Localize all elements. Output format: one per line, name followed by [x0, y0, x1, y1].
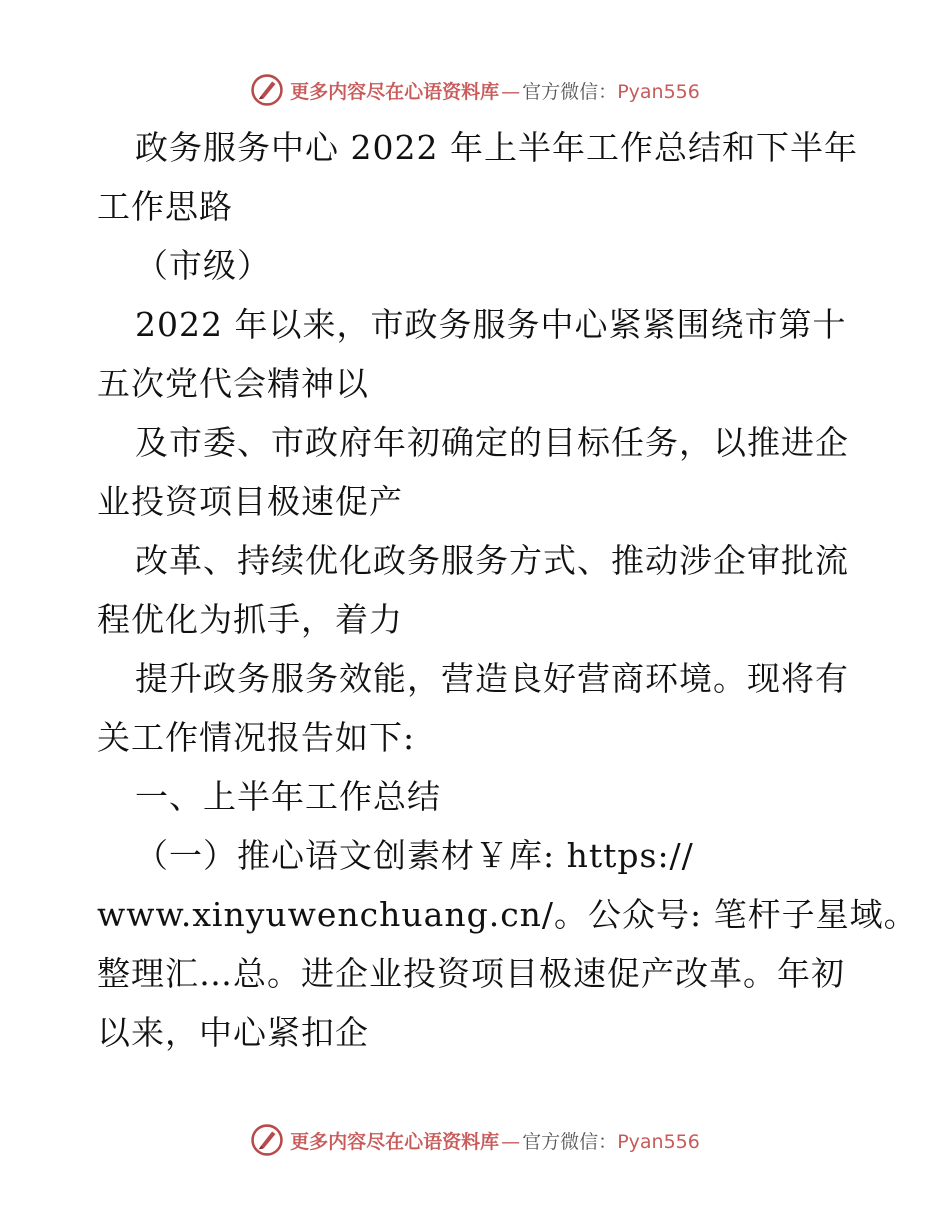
banner-dash: — — [501, 80, 521, 103]
banner-wechat-id: Pyan556 — [617, 1130, 700, 1153]
section-heading: 一、上半年工作总结 — [135, 777, 441, 816]
paragraph-line: www.xinyuwenchuang.cn/。公众号: 笔杆子星域。 — [97, 895, 918, 934]
document-body — [97, 118, 918, 1062]
banner-dash: — — [501, 1130, 521, 1153]
header-banner — [0, 70, 950, 110]
doc-subtitle: （市级） — [135, 246, 271, 285]
paragraph-line: 提升政务服务效能，营造良好营商环境。现将有 — [135, 659, 849, 698]
banner-text — [290, 77, 700, 104]
doc-title-line-2: 工作思路 — [97, 187, 233, 226]
paragraph-line: 2022 年以来，市政务服务中心紧紧围绕市第十 — [135, 305, 847, 344]
banner-brand-text: 更多内容尽在心语资料库 — [290, 1130, 500, 1153]
paragraph-line: 关工作情况报告如下: — [97, 718, 416, 757]
banner-brand-text: 更多内容尽在心语资料库 — [290, 80, 500, 103]
paragraph-line: 以来，中心紧扣企 — [97, 1013, 369, 1052]
banner-official-label: 官方微信： — [522, 80, 618, 103]
banner-wechat-id: Pyan556 — [617, 80, 700, 103]
paragraph-line: 整理汇…总。进企业投资项目极速促产改革。年初 — [97, 954, 845, 993]
banner-text — [290, 1127, 700, 1154]
paragraph-line: 程优化为抓手，着力 — [97, 600, 403, 639]
quill-pen-seal-icon — [250, 1123, 284, 1157]
footer-banner — [0, 1120, 950, 1160]
paragraph-line: （一）推心语文创素材￥库: https:// — [135, 836, 694, 875]
paragraph-line: 及市委、市政府年初确定的目标任务，以推进企 — [135, 423, 849, 462]
paragraph-line: 业投资项目极速促产 — [97, 482, 403, 521]
banner-official-label: 官方微信： — [522, 1130, 618, 1153]
paragraph-line: 五次党代会精神以 — [97, 364, 369, 403]
paragraph-line: 改革、持续优化政务服务方式、推动涉企审批流 — [135, 541, 849, 580]
doc-title-line-1: 政务服务中心 2022 年上半年工作总结和下半年 — [135, 128, 858, 167]
quill-pen-seal-icon — [250, 73, 284, 107]
